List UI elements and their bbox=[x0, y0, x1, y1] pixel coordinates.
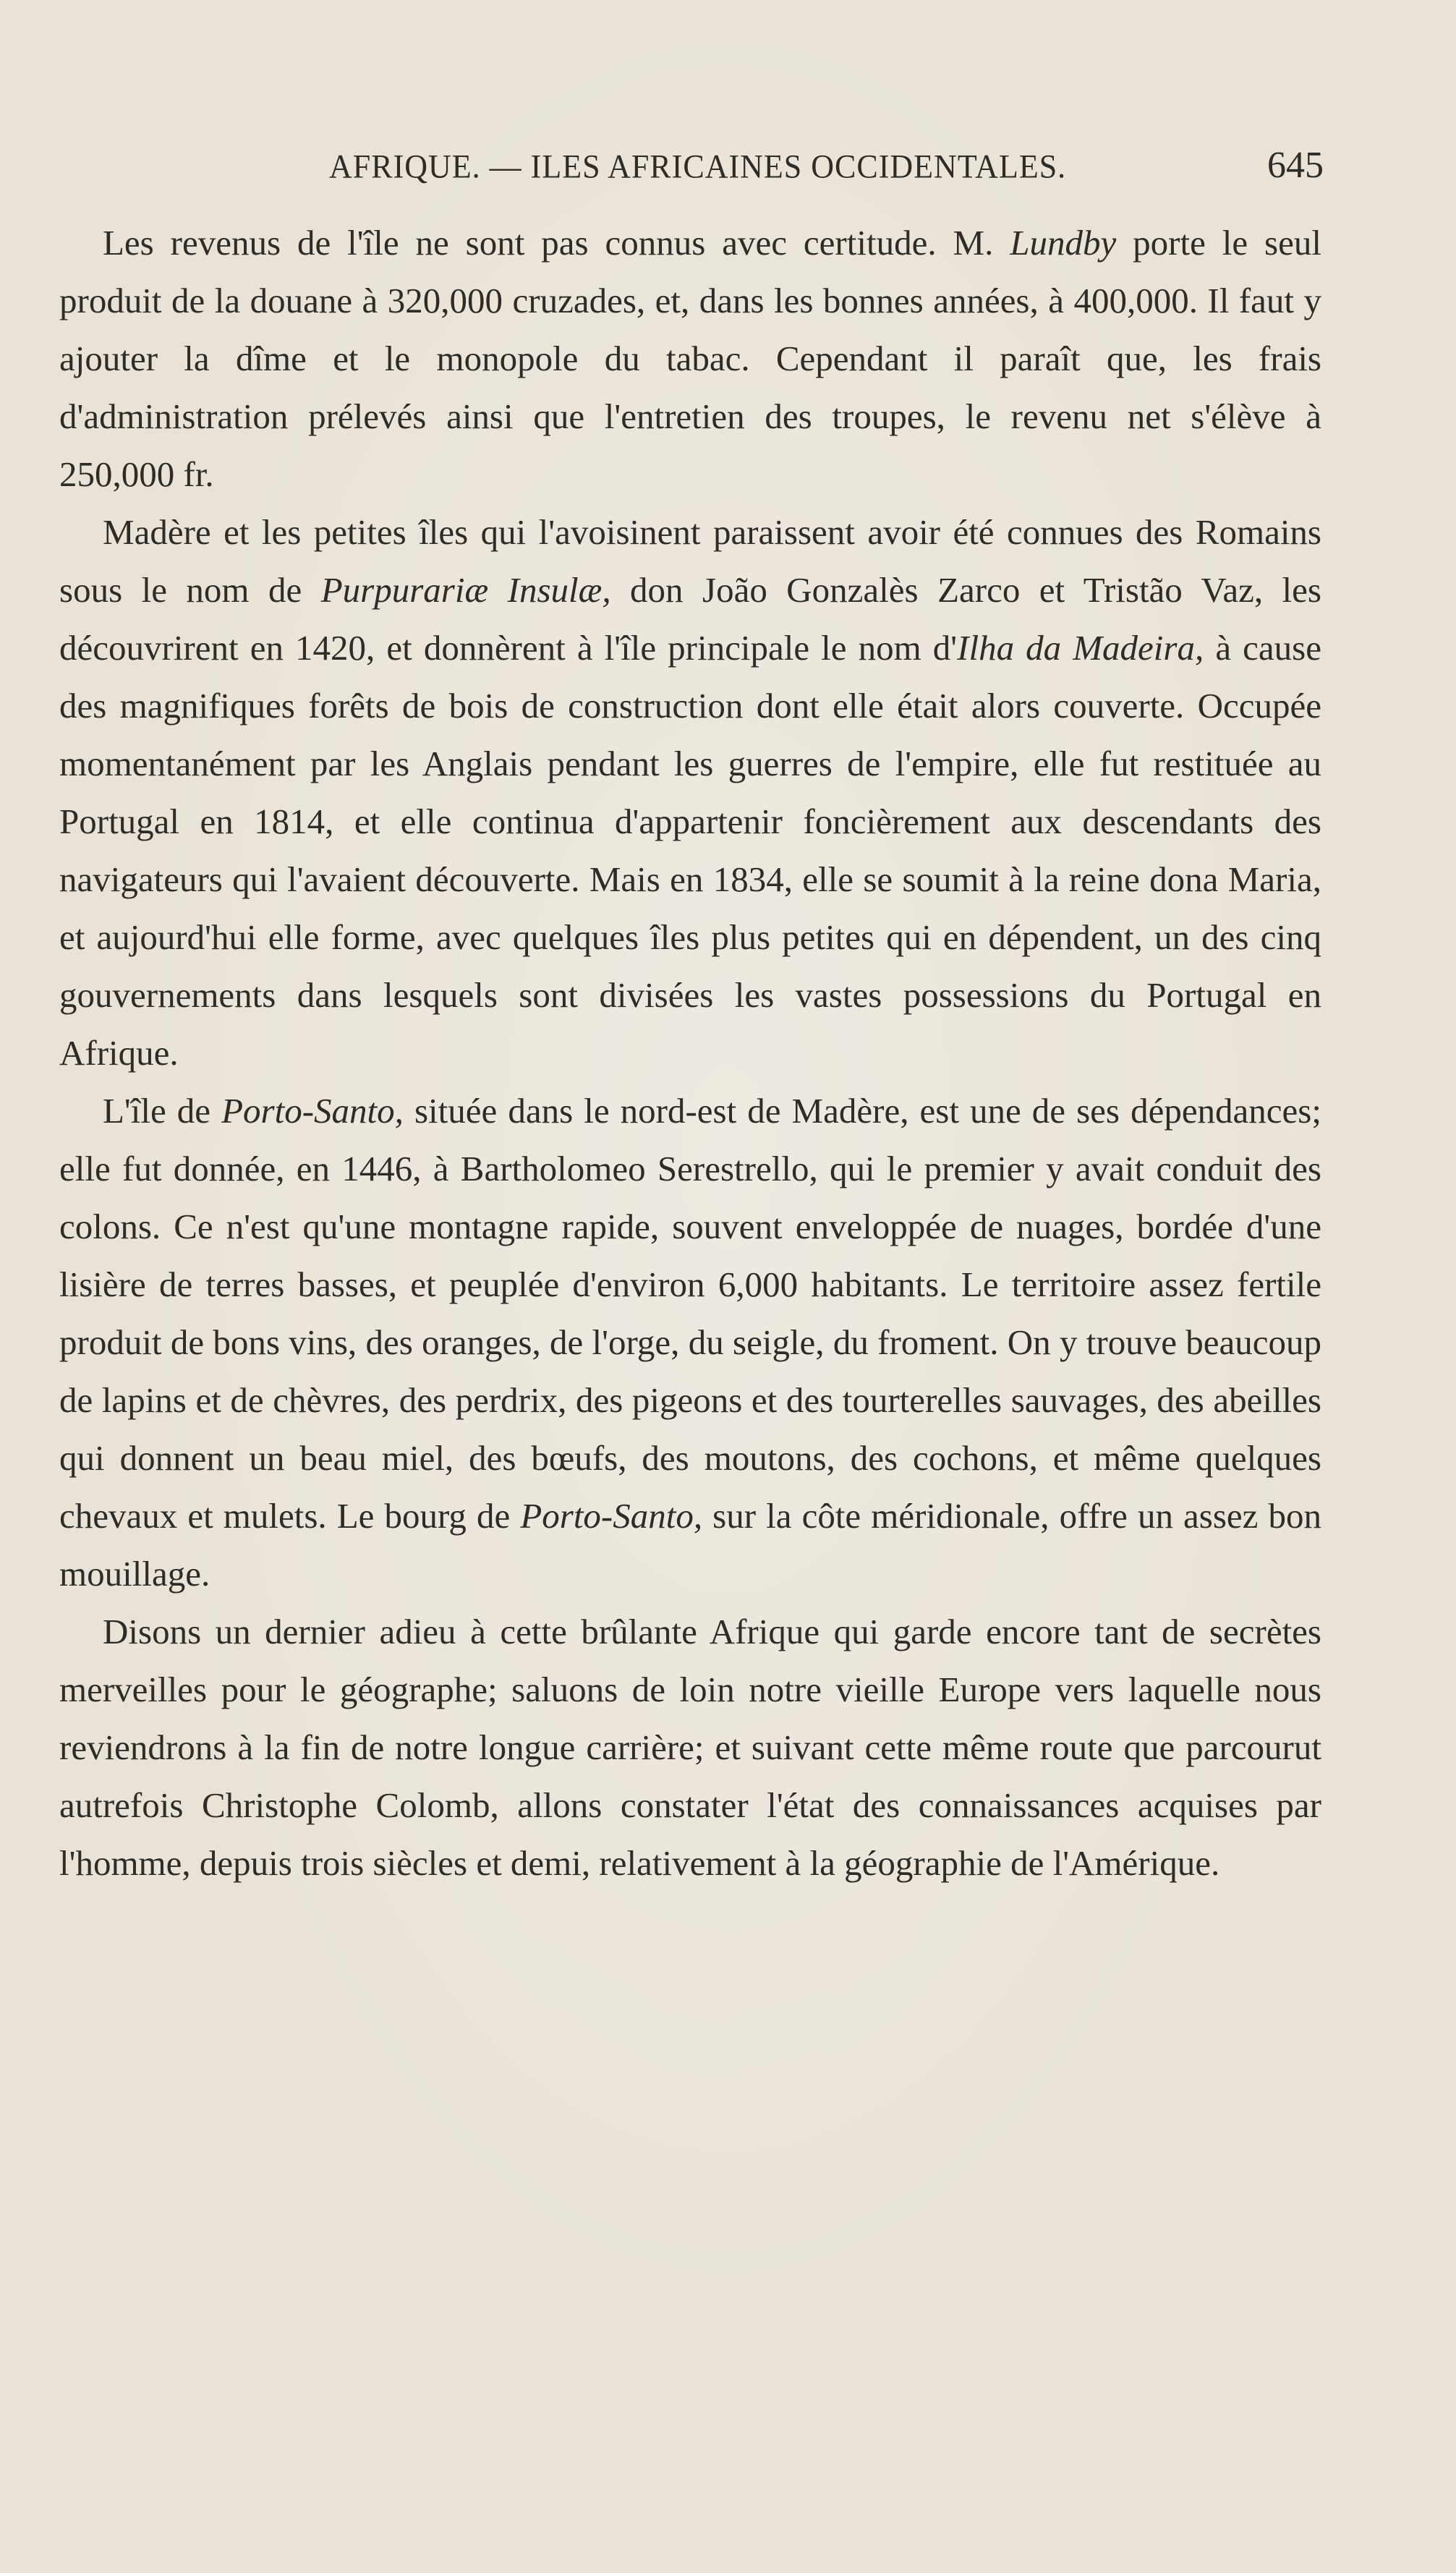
running-title: AFRIQUE. — ILES AFRICAINES OCCIDENTALES. bbox=[329, 148, 1067, 186]
italic-portuguese-name: Ilha da Madeira, bbox=[957, 628, 1204, 668]
paragraph-revenues bbox=[59, 214, 1321, 503]
italic-latin-name: Purpurariæ Insulæ, bbox=[320, 570, 611, 610]
paragraph-text: Madère et les petites îles qui l'avoisinent paraissent avoir été connues des Romains sous le nom de bbox=[59, 512, 1321, 610]
paragraph-text: sur la côte méridionale, offre un assez bon mouillage. bbox=[59, 1496, 1321, 1594]
page-number: 645 bbox=[1267, 145, 1324, 186]
page-header bbox=[329, 145, 1324, 192]
paragraph-text: L'île de bbox=[103, 1091, 222, 1131]
paragraph-porto-santo bbox=[59, 1082, 1321, 1603]
paragraph-text: porte le seul produit de la douane à 320,000 cruzades, et, dans les bonnes années, à 400,000. Il faut y ajouter la dîme et le monopole du tabac. Cependant il paraît que, les frais d'administration prélevés ainsi que l'entretien des troupes, le revenu net s'élève à 250,000 fr. bbox=[59, 223, 1321, 494]
paragraph-text: don João Gonzalès Zarco et Tristão Vaz, les découvrirent en 1420, et donnèrent à l'île principale le nom d' bbox=[59, 570, 1321, 668]
paragraph-text: à cause des magnifiques forêts de bois de construction dont elle était alors couverte. Occupée momentanément par les Anglais pendant les guerres de l'empire, elle fut restituée au Portugal en 1814, et elle continua d'appartenir foncièrement aux descendants des navigateurs qui l'avaient découverte. Mais en 1834, elle se soumit à la reine dona Maria, et aujourd'hui elle forme, avec quelques îles plus petites qui en dépendent, un des cinq gouvernements dans lesquels sont divisées les vastes possessions du Portugal en Afrique. bbox=[59, 628, 1321, 1073]
italic-place-name: Porto-Santo, bbox=[221, 1091, 404, 1131]
paragraph-farewell bbox=[59, 1603, 1321, 1892]
paragraph-text: située dans le nord-est de Madère, est une de ses dépendances; elle fut donnée, en 1446, à Bartholomeo Serestrello, qui le premier y avait conduit des colons. Ce n'est qu'une montagne rapide, souvent enveloppée de nuages, bordée d'une lisière de terres basses, et peuplée d'environ 6,000 habitants. Le territoire assez fertile produit de bons vins, des oranges, de l'orge, du seigle, du froment. On y trouve beaucoup de lapins et de chèvres, des perdrix, des pigeons et des tourterelles sauvages, des abeilles qui donnent un beau miel, des bœufs, des moutons, des cochons, et même quelques chevaux et mulets. Le bourg de bbox=[59, 1091, 1321, 1536]
paragraph-history bbox=[59, 503, 1321, 1082]
paragraph-text: Les revenus de l'île ne sont pas connus avec certitude. M. bbox=[103, 223, 1010, 263]
body-text bbox=[59, 214, 1321, 1892]
italic-name: Lundby bbox=[1010, 223, 1117, 263]
italic-place-name: Porto-Santo, bbox=[520, 1496, 703, 1536]
paragraph-text: Disons un dernier adieu à cette brûlante Afrique qui garde encore tant de secrètes merveilles pour le géographe; saluons de loin notre vieille Europe vers laquelle nous reviendrons à la fin de notre longue carrière; et suivant cette même route que parcourut autrefois Christophe Colomb, allons constater l'état des connaissances acquises par l'homme, depuis trois siècles et demi, relativement à la géographie de l'Amérique. bbox=[59, 1612, 1321, 1883]
